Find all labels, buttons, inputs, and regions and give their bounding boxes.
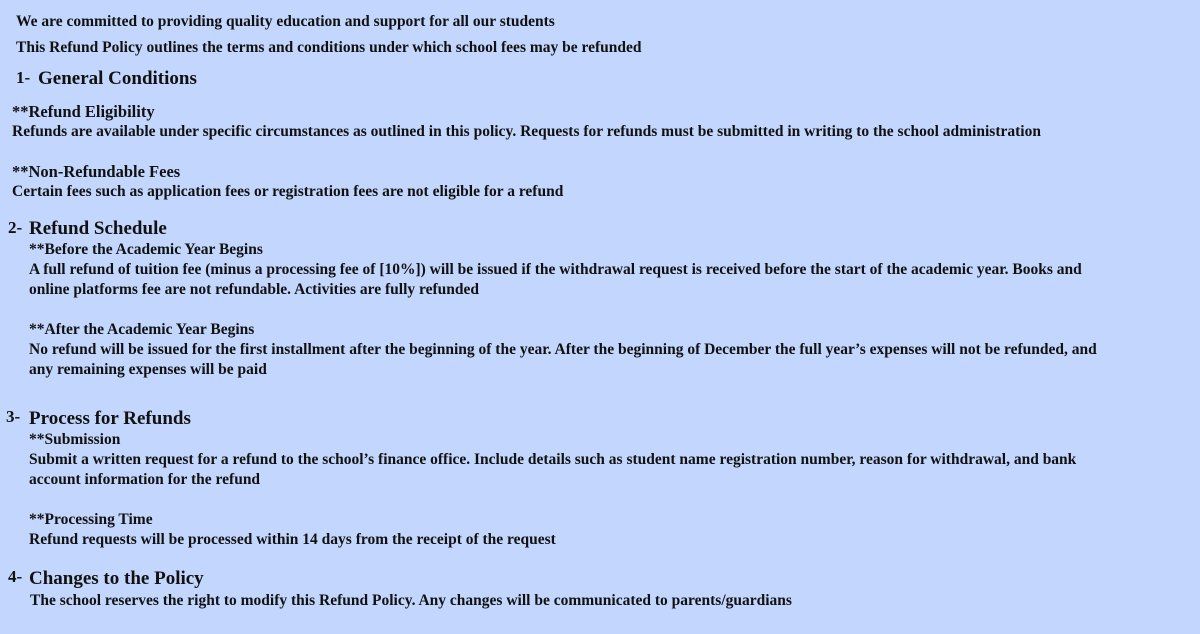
submission-title: **Submission: [29, 431, 121, 448]
refund-eligibility-title: **Refund Eligibility: [12, 102, 155, 121]
section-2-title: Refund Schedule: [29, 218, 167, 239]
intro-line-1: We are committed to providing quality education and support for all our students: [16, 13, 555, 30]
non-refundable-fees-text: Certain fees such as application fees or registration fees are not eligible for a refund: [12, 183, 564, 200]
before-academic-year-title: **Before the Academic Year Begins: [29, 241, 263, 258]
refund-eligibility-text: Refunds are available under specific circumstances as outlined in this policy. Requests for refunds must be submitted in writing to the school administration: [12, 123, 1041, 140]
after-academic-year-text-line-1: No refund will be issued for the first installment after the beginning of the year. After the beginning of December the full year’s expenses will not be refunded, and: [29, 341, 1097, 358]
section-3-number: 3-: [6, 407, 21, 426]
before-academic-year-text-line-1: A full refund of tuition fee (minus a processing fee of [10%]) will be issued if the withdrawal request is received before the start of the academic year. Books and: [29, 261, 1082, 278]
section-1-number: 1-: [16, 68, 31, 87]
processing-time-text: Refund requests will be processed within 14 days from the receipt of the request: [29, 531, 556, 548]
section-3-title: Process for Refunds: [29, 408, 191, 429]
processing-time-title: **Processing Time: [29, 511, 153, 528]
before-academic-year-text-line-2: online platforms fee are not refundable. Activities are fully refunded: [29, 281, 480, 298]
section-4-title: Changes to the Policy: [29, 568, 204, 589]
section-1-title: General Conditions: [38, 68, 197, 89]
intro-line-2: This Refund Policy outlines the terms and conditions under which school fees may be refunded: [16, 39, 642, 56]
policy-changes-text: The school reserves the right to modify this Refund Policy. Any changes will be communicated to parents/guardians: [30, 592, 792, 609]
after-academic-year-title: **After the Academic Year Begins: [29, 321, 255, 338]
submission-text-line-1: Submit a written request for a refund to the school’s finance office. Include details such as student name registration number, reason for withdrawal, and bank: [29, 451, 1077, 468]
non-refundable-fees-title: **Non-Refundable Fees: [12, 162, 181, 181]
section-2-number: 2-: [8, 218, 23, 237]
submission-text-line-2: account information for the refund: [29, 471, 261, 488]
after-academic-year-text-line-2: any remaining expenses will be paid: [29, 361, 267, 378]
section-4-number: 4-: [8, 567, 23, 586]
